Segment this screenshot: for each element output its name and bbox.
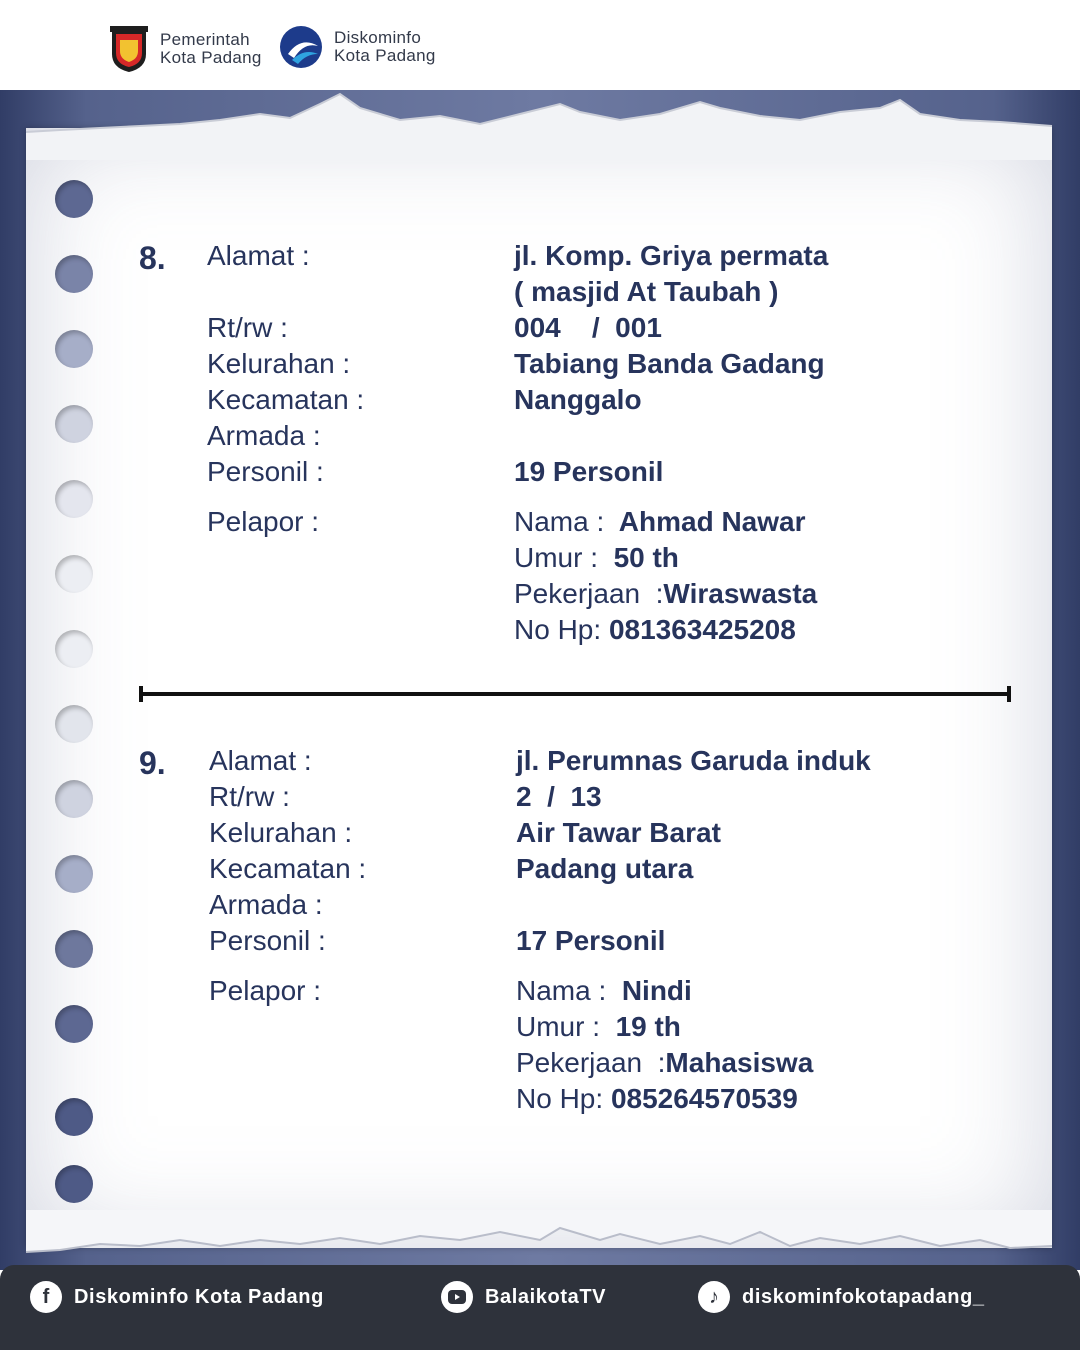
binder-hole: [55, 180, 93, 218]
entry-number: 8.: [139, 240, 166, 276]
entry-divider: [139, 692, 1011, 696]
social-tiktok[interactable]: [698, 1281, 985, 1313]
pelapor-pekerjaan-label: Pekerjaan :: [514, 578, 664, 609]
label-kelurahan: Kelurahan :: [207, 348, 351, 379]
diskominfo-line1: Diskominfo: [334, 28, 422, 47]
tiktok-icon: ♪: [698, 1281, 730, 1313]
pelapor-hp-value: 085264570539: [610, 1083, 798, 1114]
pelapor-nama: [516, 975, 692, 1007]
diskominfo-line2: Kota Padang: [334, 46, 436, 65]
youtube-label: BalaikotaTV: [485, 1285, 607, 1308]
pelapor-pekerjaan-value: Wiraswasta: [663, 578, 818, 609]
youtube-icon: [441, 1281, 473, 1313]
entry-number: 9.: [139, 745, 166, 781]
value-alamat-line2: ( masjid At Taubah ): [514, 276, 779, 307]
label-pelapor: Pelapor :: [209, 975, 322, 1006]
binder-hole: [55, 930, 93, 968]
pelapor-hp: [516, 1083, 798, 1115]
pelapor-nama-label: Nama :: [514, 506, 605, 537]
pemko-logo-block: [108, 24, 262, 74]
label-armada: Armada :: [209, 889, 323, 920]
facebook-label: Diskominfo Kota Padang: [74, 1285, 324, 1308]
pelapor-nama: [514, 506, 806, 538]
binder-hole: [55, 1098, 93, 1136]
pelapor-pekerjaan-label: Pekerjaan :: [516, 1047, 666, 1078]
value-alamat-line1: jl. Perumnas Garuda induk: [516, 745, 871, 776]
tiktok-label: diskominfokotapadang_: [742, 1285, 985, 1308]
label-personil: Personil :: [209, 925, 326, 956]
value-personil: 17 Personil: [516, 925, 666, 956]
diskominfo-logo-icon: [278, 24, 324, 70]
pelapor-hp-label: No Hp:: [516, 1083, 604, 1114]
binder-hole: [55, 630, 93, 668]
binder-hole: [55, 330, 93, 368]
label-kelurahan: Kelurahan :: [209, 817, 353, 848]
pelapor-nama-value: Nindi: [621, 975, 692, 1006]
label-rtrw: Rt/rw :: [207, 312, 288, 343]
label-personil: Personil :: [207, 456, 324, 487]
torn-paper-bottom-edge: [0, 1210, 1080, 1270]
label-alamat: Alamat :: [207, 240, 310, 271]
pelapor-umur-label: Umur :: [514, 542, 598, 573]
torn-paper-top-edge: [0, 90, 1080, 160]
header: [0, 0, 1080, 90]
label-kecamatan: Kecamatan :: [209, 853, 367, 884]
value-alamat-line1: jl. Komp. Griya permata: [514, 240, 829, 271]
pemko-line1: Pemerintah: [160, 30, 250, 49]
label-rtrw: Rt/rw :: [209, 781, 290, 812]
binder-hole: [55, 480, 93, 518]
label-pelapor: Pelapor :: [207, 506, 320, 537]
binder-hole: [55, 1005, 93, 1043]
pemko-crest-icon: [108, 24, 150, 74]
binder-hole: [55, 555, 93, 593]
binder-hole: [55, 405, 93, 443]
pelapor-nama-value: Ahmad Nawar: [618, 506, 806, 537]
binder-hole: [55, 705, 93, 743]
binder-hole: [55, 855, 93, 893]
value-rtrw: 004 / 001: [514, 312, 662, 343]
label-alamat: Alamat :: [209, 745, 312, 776]
pelapor-hp-label: No Hp:: [514, 614, 602, 645]
value-personil: 19 Personil: [514, 456, 664, 487]
value-kelurahan: Tabiang Banda Gadang: [514, 348, 825, 379]
pelapor-umur-value: 19 th: [615, 1011, 681, 1042]
pelapor-umur: [514, 542, 679, 574]
facebook-icon: f: [30, 1281, 62, 1313]
social-youtube[interactable]: [441, 1281, 606, 1313]
pelapor-hp-value: 081363425208: [608, 614, 796, 645]
pelapor-hp: [514, 614, 796, 646]
pelapor-nama-label: Nama :: [516, 975, 607, 1006]
diskominfo-logo-block: [278, 24, 436, 70]
value-kecamatan: Nanggalo: [514, 384, 642, 415]
pelapor-umur-label: Umur :: [516, 1011, 600, 1042]
value-rtrw: 2 / 13: [516, 781, 602, 812]
binder-hole: [55, 255, 93, 293]
pelapor-pekerjaan-value: Mahasiswa: [665, 1047, 814, 1078]
pelapor-pekerjaan: [514, 578, 817, 610]
binder-hole: [55, 780, 93, 818]
value-kelurahan: Air Tawar Barat: [516, 817, 721, 848]
label-kecamatan: Kecamatan :: [207, 384, 365, 415]
pelapor-umur-value: 50 th: [613, 542, 679, 573]
pelapor-umur: [516, 1011, 681, 1043]
pemko-line2: Kota Padang: [160, 48, 262, 67]
label-armada: Armada :: [207, 420, 321, 451]
social-facebook[interactable]: [30, 1281, 324, 1313]
pelapor-pekerjaan: [516, 1047, 813, 1079]
binder-hole: [55, 1165, 93, 1203]
value-kecamatan: Padang utara: [516, 853, 694, 884]
